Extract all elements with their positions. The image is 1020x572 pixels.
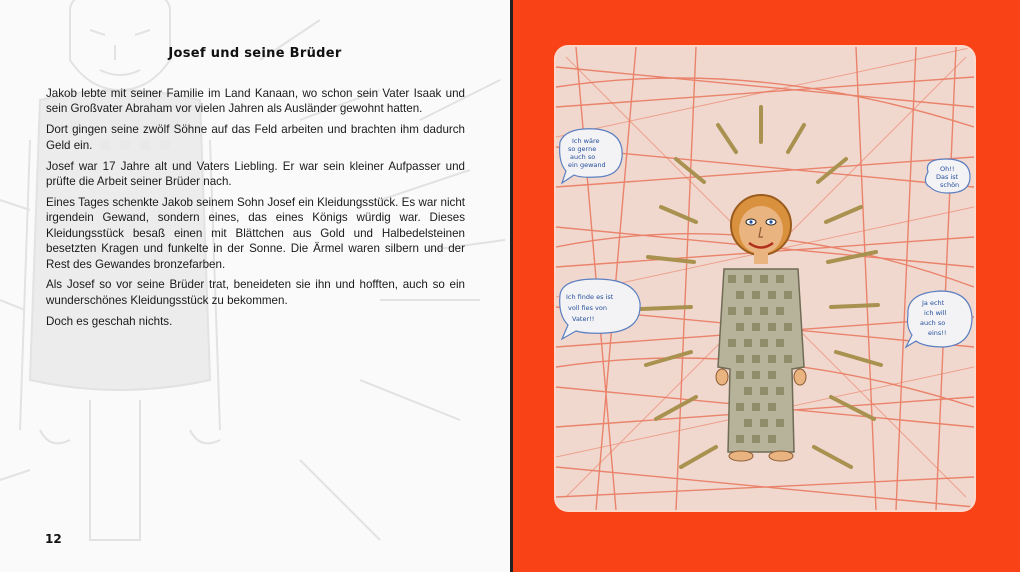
speech-bubble: [925, 159, 970, 193]
bubble-line: Vater!!: [572, 315, 595, 323]
paragraph: Als Josef so vor seine Brüder trat, beneideten sie ihn und hofften, auch so ein wunderschönes Kleidungsstück zu bekommen.: [46, 278, 465, 307]
bubble-line: auch so: [920, 319, 946, 327]
josef-drawing: [556, 47, 974, 510]
bubble-line: voll fies von: [568, 304, 607, 312]
bubble-line: Oh!!: [940, 165, 955, 173]
bubble-line: ein gewand: [568, 161, 606, 169]
page-number: 12: [45, 532, 62, 546]
speech-bubble: [906, 291, 972, 347]
paragraph: Dort gingen seine zwölf Söhne auf das Feld arbeiten und brachten ihm dadurch Geld ein.: [46, 123, 465, 152]
bubble-line: schön: [940, 181, 960, 189]
bubble-line: Ich finde es ist: [566, 293, 614, 301]
bubble-line: eins!!: [928, 329, 947, 337]
bubble-line: ich will: [924, 309, 947, 317]
bubble-line: so gerne: [568, 145, 597, 153]
page-title: Josef und seine Brüder: [168, 46, 342, 61]
bubble-line: Ich wäre: [572, 137, 600, 145]
bubble-line: auch so: [570, 153, 596, 161]
right-page: [513, 0, 1020, 572]
paragraph: Doch es geschah nichts.: [46, 314, 173, 328]
paragraph: Jakob lebte mit seiner Familie im Land Kanaan, wo schon sein Vater Isaak und sein Großvater Abraham vor vielen Jahren als Ausländer gewohnt hatten.: [46, 87, 465, 116]
story-text: [46, 86, 465, 335]
bubble-line: Ja echt: [922, 299, 945, 307]
paragraph: Josef war 17 Jahre alt und Vaters Liebling. Er war sein kleiner Aufpasser und prüfte die Arbeit seiner Brüder nach.: [46, 159, 465, 189]
illustration-frame: [556, 47, 974, 510]
paragraph: Eines Tages schenkte Jakob seinem Sohn Josef ein Kleidungsstück. Es war nicht irgendein Gewand, sondern eines, das eines Königs würdig war. Dieses Kleidungsstück besaß einen mit Blättchen aus Gold und Halbedelsteinen besetzten Kragen und funkelte in der Sonne. Die Ärmel waren silbern und der Rest des Gewandes bronzefarben.: [46, 195, 465, 271]
bubble-line: Das ist: [936, 173, 959, 181]
